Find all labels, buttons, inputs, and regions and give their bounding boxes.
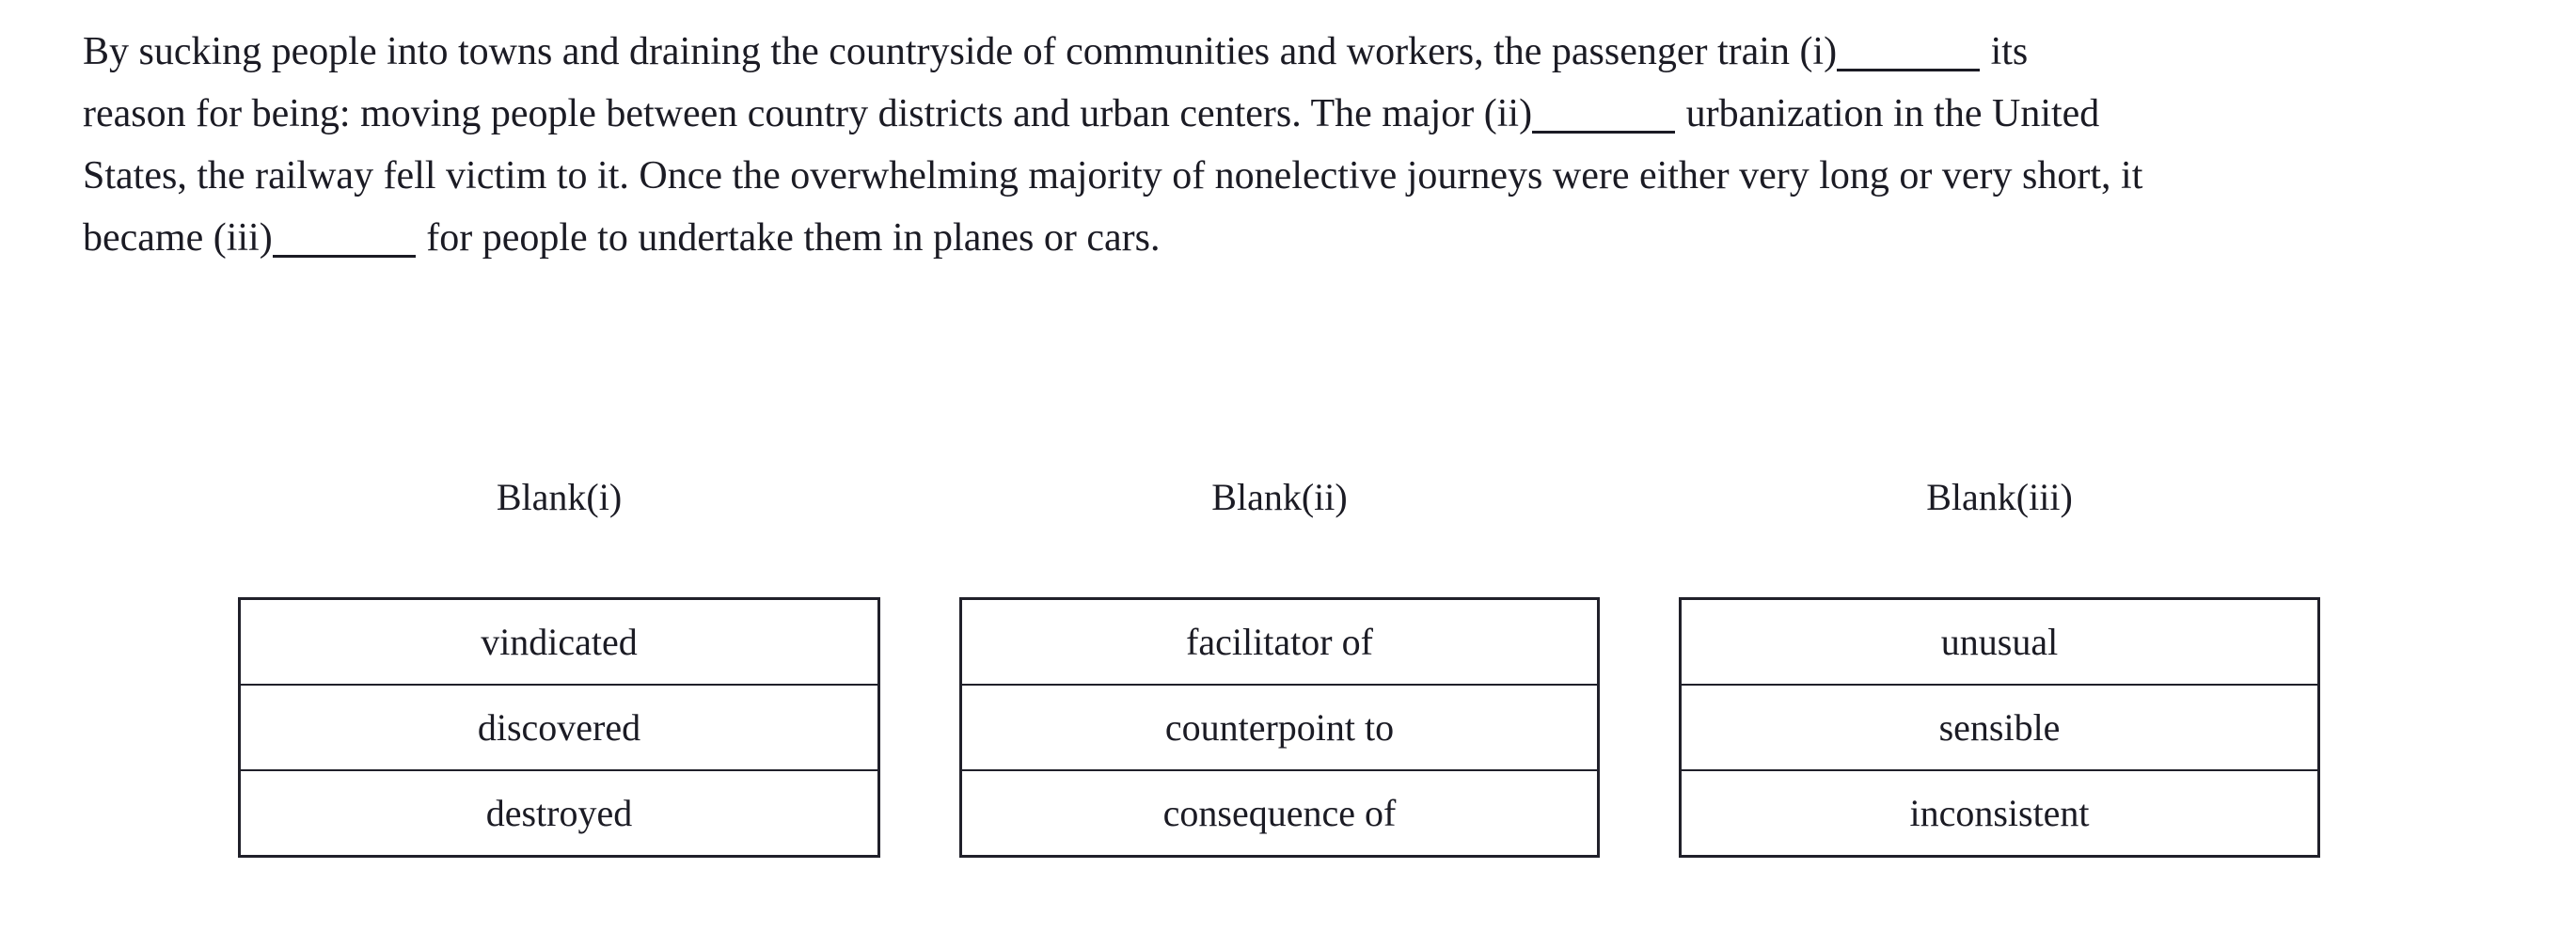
answer-choice-columns — [0, 475, 2576, 879]
passage-line — [83, 207, 2462, 269]
answer-choice-option[interactable]: destroyed — [240, 770, 879, 857]
blank-iii-underline — [273, 221, 416, 258]
answer-choice-table — [238, 597, 880, 858]
answer-choice-option[interactable]: sensible — [1681, 685, 2319, 770]
passage-text — [83, 21, 2462, 269]
answer-column-title: Blank(i) — [496, 476, 623, 518]
answer-choice-option[interactable]: inconsistent — [1681, 770, 2319, 857]
answer-choice-option[interactable]: unusual — [1681, 599, 2319, 686]
passage-text-run: urbanization in the United — [1676, 92, 2100, 135]
blank-i-underline — [1837, 35, 1980, 71]
passage-text-run: reason for being: moving people between country districts and urban centers. The major (ii) — [83, 92, 1533, 135]
passage-line — [83, 21, 2462, 83]
answer-column-2 — [959, 475, 1600, 858]
answer-column-1 — [238, 475, 880, 858]
answer-column-title: Blank(iii) — [1926, 476, 2073, 518]
passage-line — [83, 145, 2462, 207]
answer-choice-row[interactable] — [240, 599, 879, 686]
passage-text-run: States, the railway fell victim to it. Once the overwhelming majority of nonelective journeys were either very long or very short, it — [83, 154, 2143, 198]
blank-ii-underline — [1532, 97, 1675, 134]
passage-text-run: became (iii) — [83, 216, 273, 260]
passage-text-run: for people to undertake them in planes or cars. — [416, 216, 1161, 260]
answer-choice-table — [959, 597, 1600, 858]
answer-choice-row[interactable] — [1681, 599, 2319, 686]
answer-choice-option[interactable]: facilitator of — [961, 599, 1599, 686]
answer-choice-row[interactable] — [961, 599, 1599, 686]
answer-choice-row[interactable] — [961, 685, 1599, 770]
answer-choice-row[interactable] — [1681, 685, 2319, 770]
answer-choice-option[interactable]: counterpoint to — [961, 685, 1599, 770]
answer-choice-row[interactable] — [961, 770, 1599, 857]
answer-choice-row[interactable] — [240, 685, 879, 770]
answer-choice-option[interactable]: vindicated — [240, 599, 879, 686]
answer-choice-option[interactable]: consequence of — [961, 770, 1599, 857]
passage-line — [83, 83, 2462, 145]
answer-choice-option[interactable]: discovered — [240, 685, 879, 770]
answer-column-3 — [1679, 475, 2320, 858]
answer-choice-table — [1679, 597, 2320, 858]
passage-text-run: By sucking people into towns and draining the countryside of communities and workers, the passenger train (i) — [83, 30, 1838, 73]
answer-choice-row[interactable] — [1681, 770, 2319, 857]
passage-text-run: its — [1981, 30, 2029, 73]
answer-column-title: Blank(ii) — [1211, 476, 1348, 518]
answer-choice-row[interactable] — [240, 770, 879, 857]
